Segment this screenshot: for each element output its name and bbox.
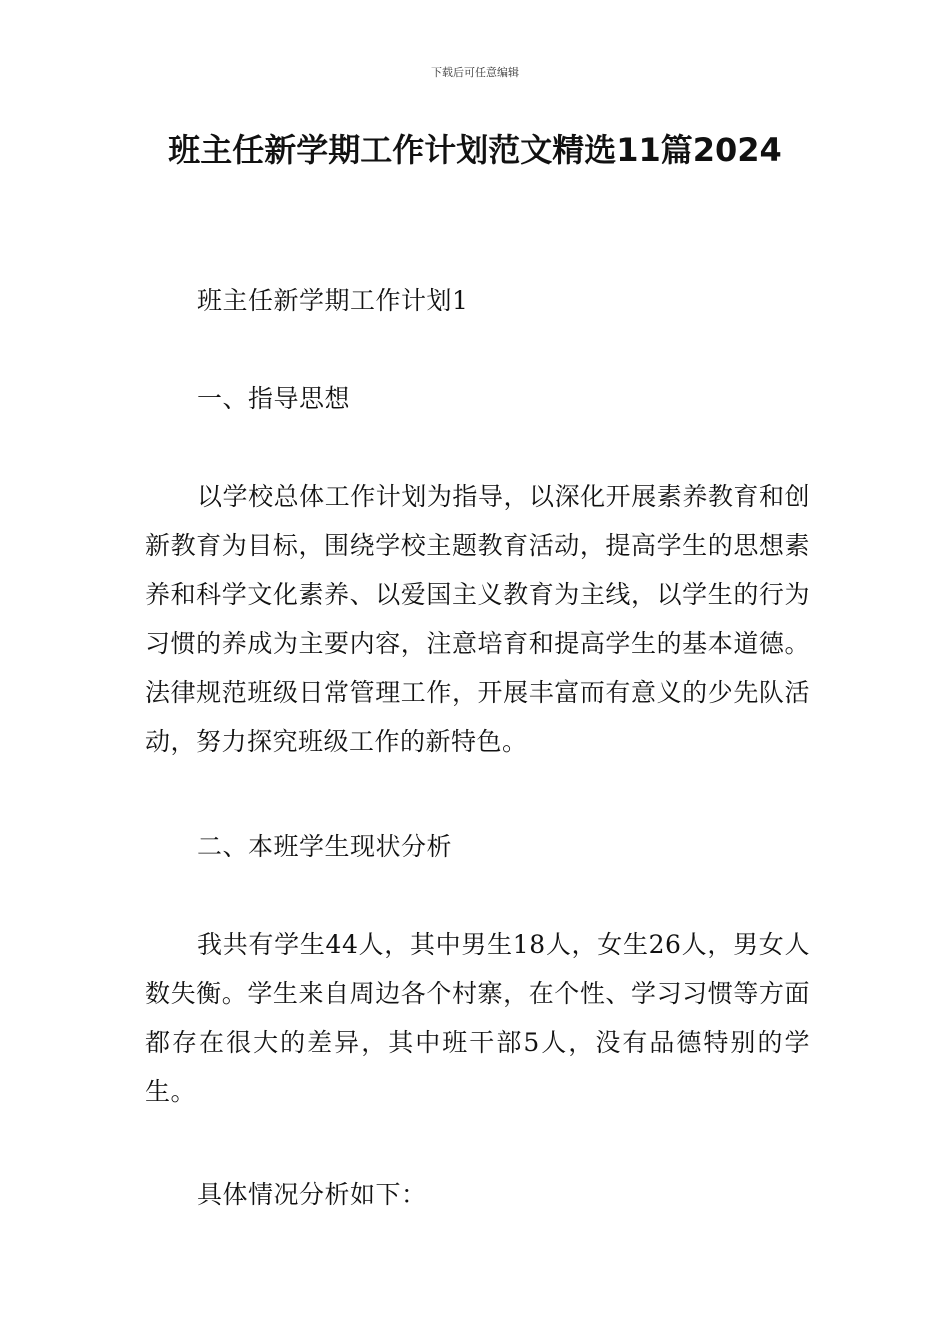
section-title: 班主任新学期工作计划1 [197,286,469,315]
heading-student-analysis: 二、本班学生现状分析 [197,832,453,861]
paragraph-details-intro: 具体情况分析如下： [197,1180,427,1209]
header-note: 下载后可任意编辑 [431,66,519,79]
heading-guiding-ideology: 一、指导思想 [197,384,351,413]
paragraph-student-analysis: 我共有学生44人，其中男生18人，女生26人，男女人数失衡。学生来自周边各个村寨，在个性、学习习惯等方面都存在很大的差异，其中班干部5人，没有品德特别的学生。 [145,930,810,1106]
paragraph-guiding-ideology: 以学校总体工作计划为指导，以深化开展素养教育和创新教育为目标，围绕学校主题教育活动，提高学生的思想素养和科学文化素养、以爱国主义教育为主线，以学生的行为习惯的养成为主要内容，注意培育和提高学生的基本道德。法律规范班级日常管理工作，开展丰富而有意义的少先队活动，努力探究班级工作的新特色。 [145,482,810,756]
document-title: 班主任新学期工作计划范文精选11篇2024 [168,131,782,169]
